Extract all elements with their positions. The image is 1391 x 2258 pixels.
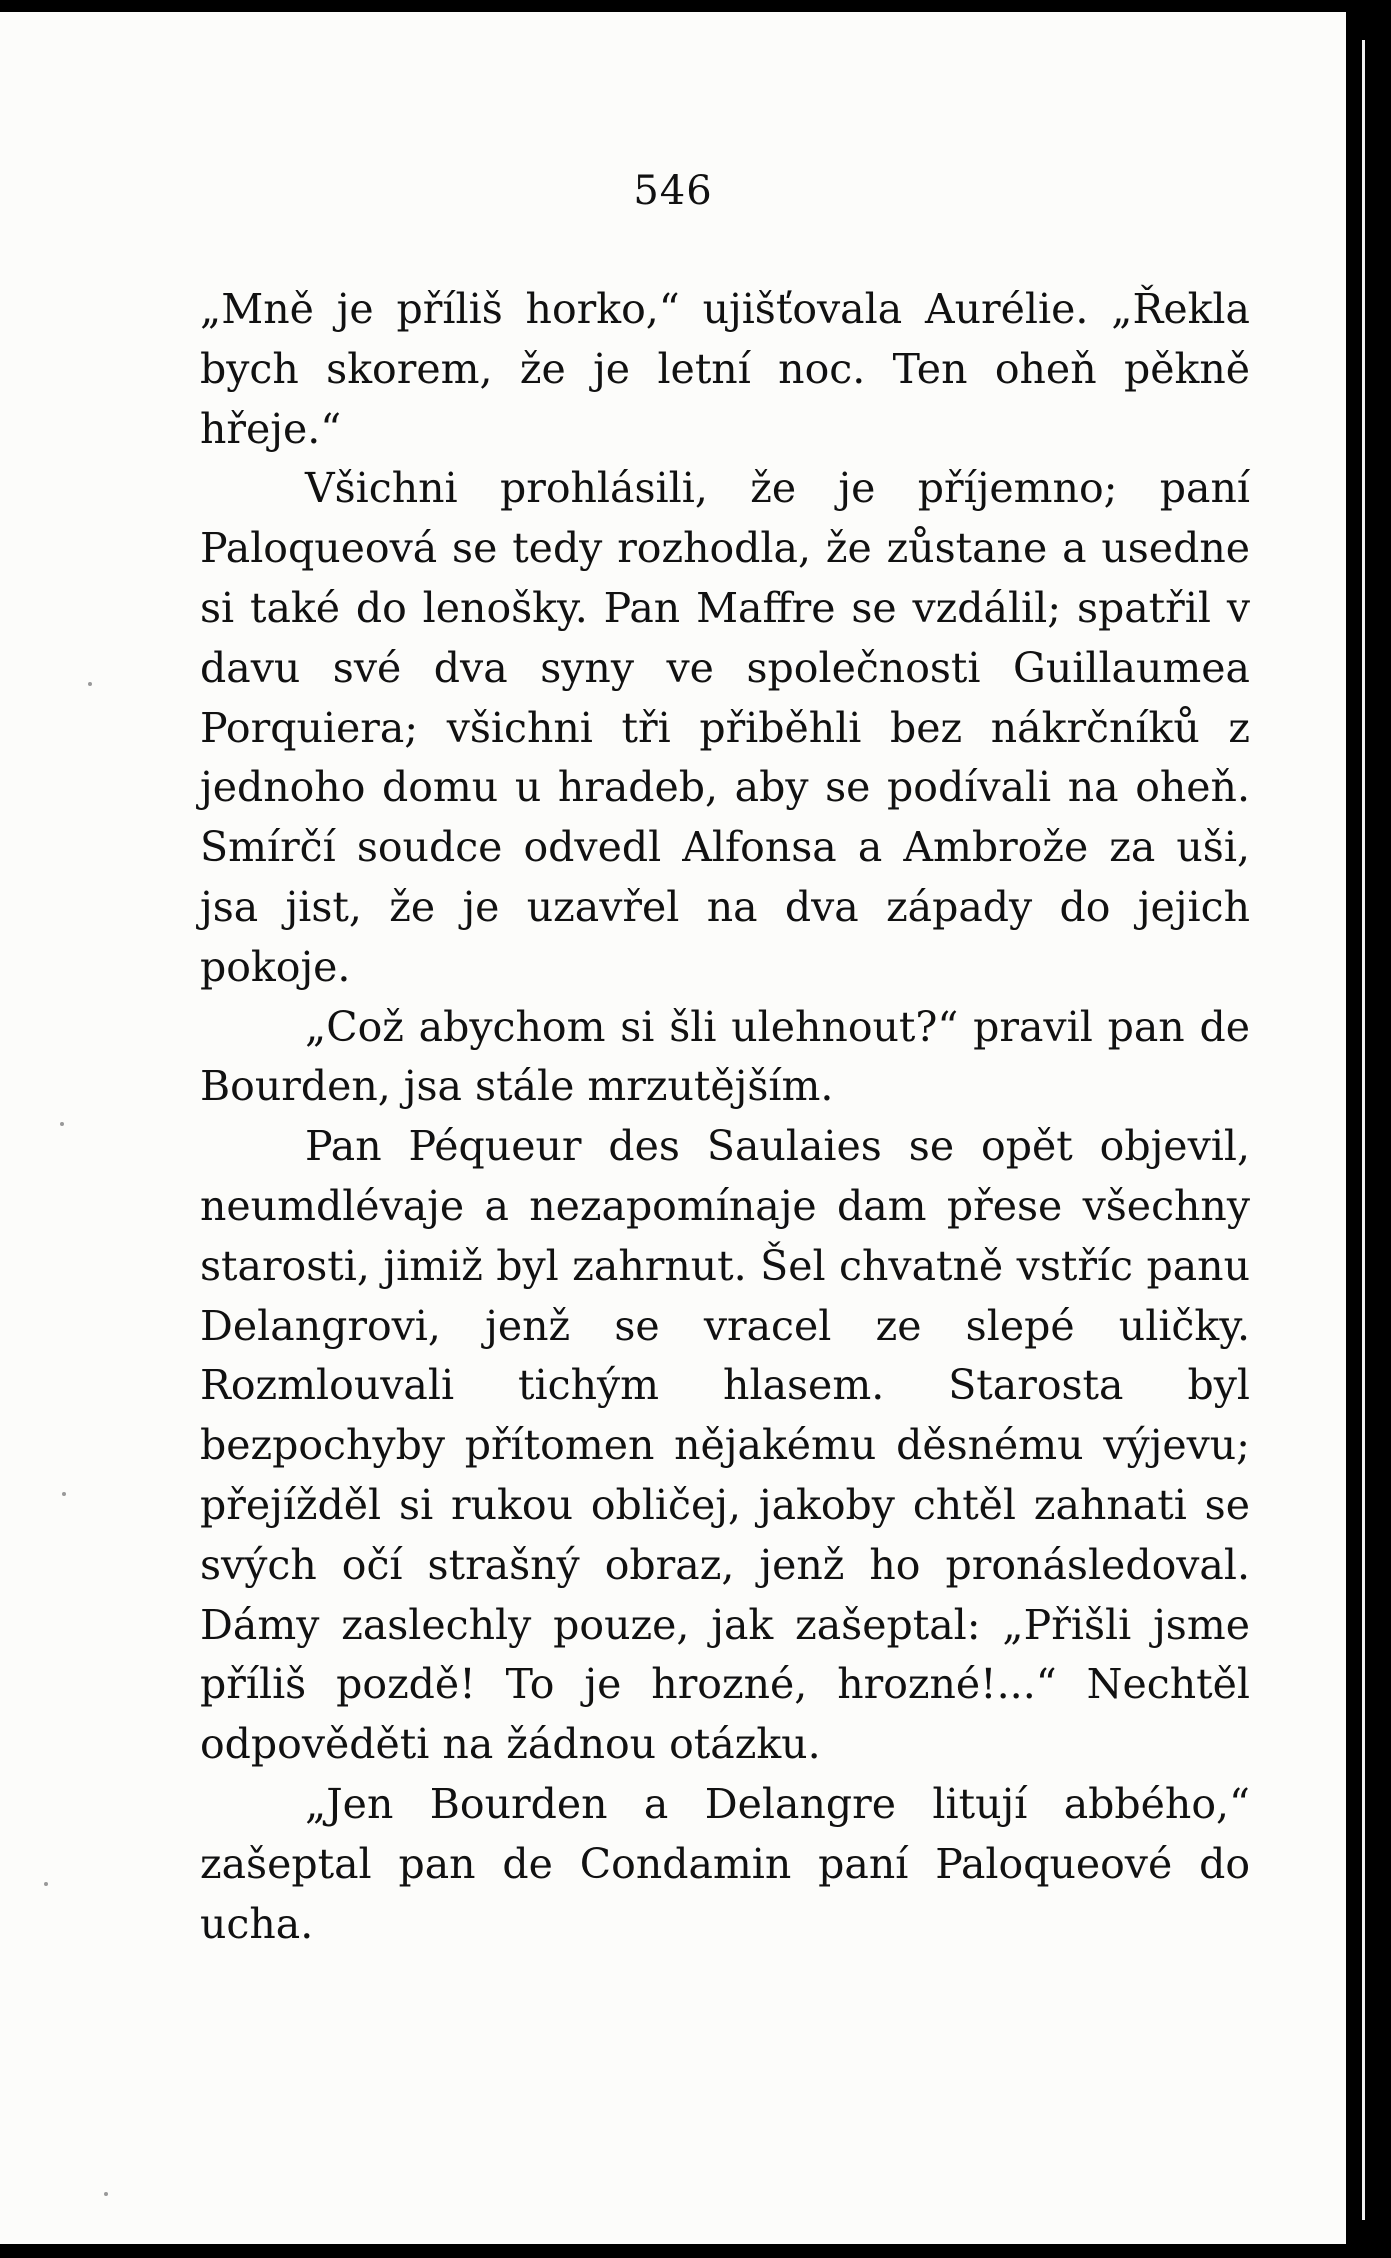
paragraph: „Což abychom si šli ulehnout?“ pravil pan de Bourden, jsa stále mrzutějším. [200,1002,1250,1111]
book-gutter [1346,0,1391,2258]
paper-speck [62,1492,66,1496]
paper-speck [60,1122,64,1126]
book-page [0,12,1346,2244]
spine-edge [1362,40,1365,2220]
paragraph: „Jen Bourden a Delangre litují abbého,“ zašeptal pan de Condamin paní Paloqueové do ucha. [200,1779,1250,1948]
paper-speck [44,1882,48,1886]
paragraph: Všichni prohlásili, že je příjemno; paní Paloqueová se tedy rozhodla, že zůstane a usedne si také do lenošky. Pan Maffre se vzdálil; spatřil v davu své dva syny ve společnosti Guillaumea Porquiera; všichni tři přiběhli bez nákrčníků z jednoho domu u hradeb, aby se podívali na oheň. Smírčí soudce odvedl Alfonsa a Ambrože za uši, jsa jist, že je uzavřel na dva západy do jejich pokoje. [200,464,1250,991]
paper-speck [88,682,92,686]
page-number: 546 [633,168,713,214]
paragraph: Pan Péqueur des Saulaies se opět objevil, neumdlévaje a nezapomínaje dam přese všechny starosti, jimiž byl zahrnut. Šel chvatně vstříc panu Delangrovi, jenž se vracel ze slepé uličky. Rozmlouvali tichým hlasem. Starosta byl bezpochyby přítomen nějakému děsnému výjevu; přejížděl si rukou obličej, jakoby chtěl zahnati se svých očí strašný obraz, jenž ho pronásledoval. Dámy zaslechly pouze, jak zašeptal: „Přišli jsme příliš pozdě! To je hrozné, hrozné!...“ Nechtěl odpověděti na žádnou otázku. [200,1122,1250,1769]
paragraph: „Mně je příliš horko,“ ujišťovala Aurélie. „Řekla bych skorem, že je letní noc. Ten oheň pěkně hřeje.“ [200,285,1250,453]
paper-speck [104,2192,108,2196]
body-text [200,280,1250,1954]
